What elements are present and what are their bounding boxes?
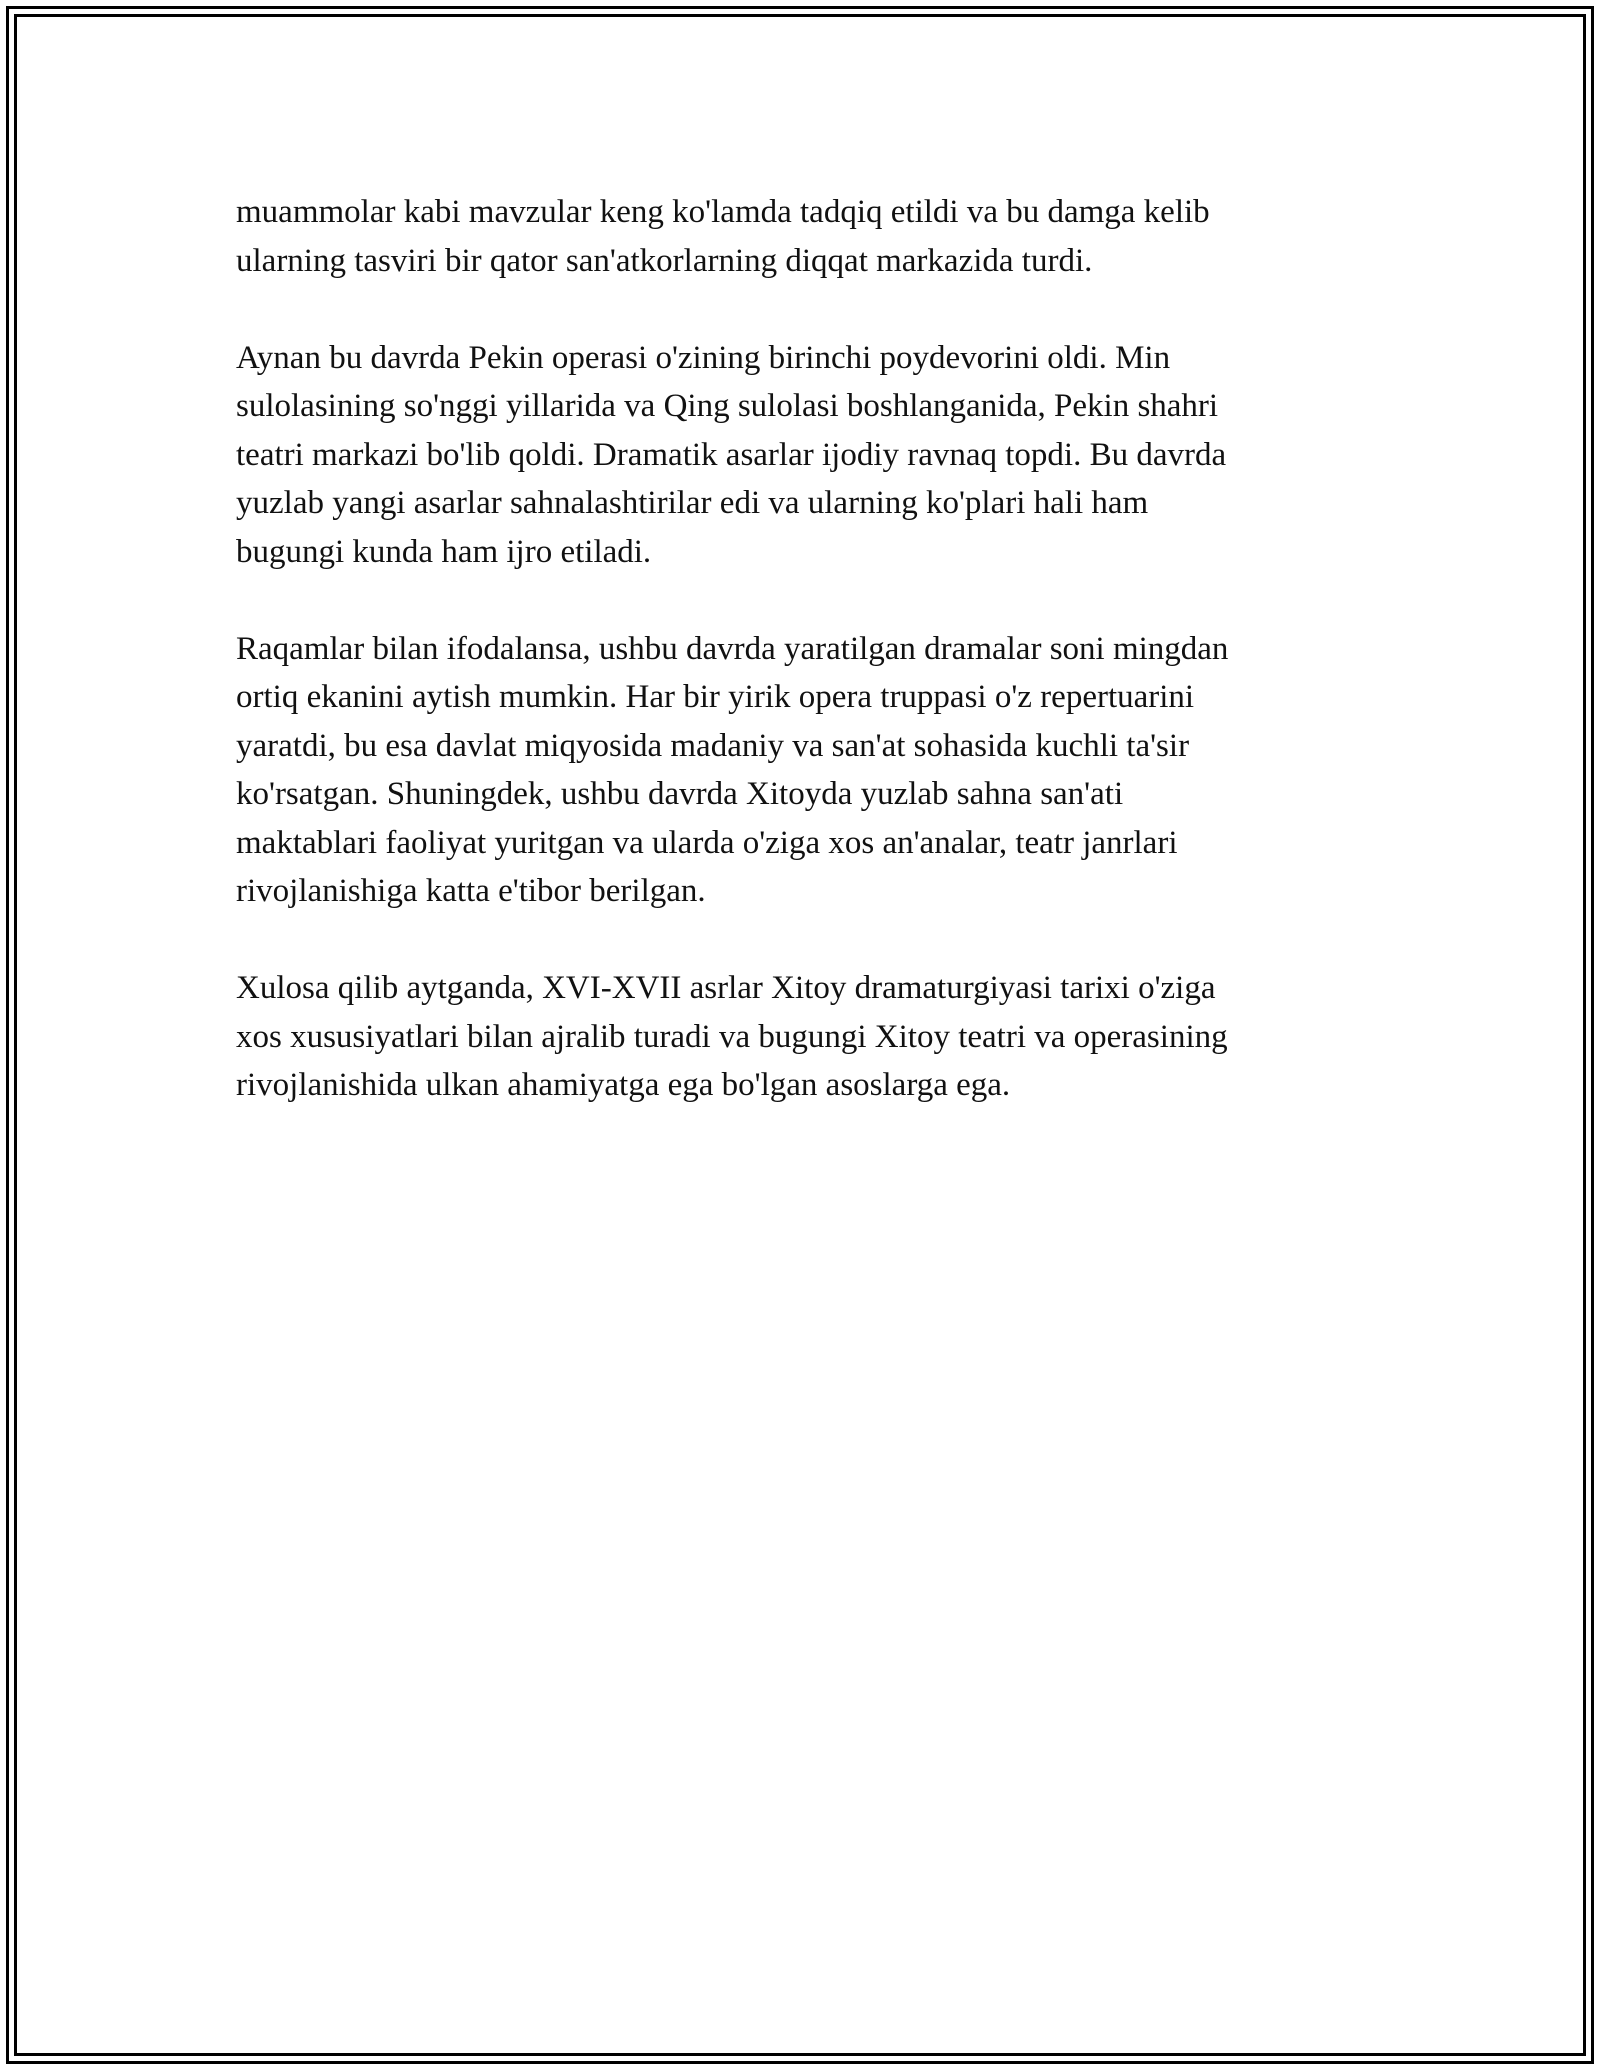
- text-line: xos xususiyatlari bilan ajralib turadi va bugungi Xitoy teatri va operasining: [236, 1018, 1228, 1055]
- text-line: bugungi kunda ham ijro etiladi.: [236, 533, 652, 570]
- text-line: ularning tasviri bir qator san'atkorlarning diqqat markazida turdi.: [236, 242, 1093, 279]
- text-line: Raqamlar bilan ifodalansa, ushbu davrda yaratilgan dramalar soni mingdan: [236, 630, 1229, 667]
- paragraph-1: [236, 188, 1366, 285]
- text-line: rivojlanishida ulkan ahamiyatga ega bo'lgan asoslarga ega.: [236, 1067, 1011, 1103]
- text-line: sulolasining so'nggi yillarida va Qing sulolasi boshlanganida, Pekin shahri: [236, 388, 1219, 424]
- text-line: muammolar kabi mavzular keng ko'lamda tadqiq etildi va bu damga kelib: [236, 194, 1210, 230]
- paragraph-3: [236, 625, 1366, 916]
- text-line: ko'rsatgan. Shuningdek, ushbu davrda Xitoyda yuzlab sahna san'ati: [236, 776, 1124, 812]
- text-line: yuzlab yangi asarlar sahnalashtirilar edi va ularning ko'plari hali ham: [236, 485, 1149, 521]
- text-line: rivojlanishiga katta e'tibor berilgan.: [236, 873, 706, 909]
- text-line: Aynan bu davrda Pekin operasi o'zining birinchi poydevorini oldi. Min: [236, 339, 1171, 376]
- text-line: ortiq ekanini aytish mumkin. Har bir yirik opera truppasi o'z repertuarini: [236, 679, 1195, 715]
- text-line: yaratdi, bu esa davlat miqyosida madaniy va san'at sohasida kuchli ta'sir: [236, 727, 1190, 764]
- text-line: teatri markazi bo'lib qoldi. Dramatik asarlar ijodiy ravnaq topdi. Bu davrda: [236, 436, 1227, 473]
- text-line: maktablari faoliyat yuritgan va ularda o'ziga xos an'analar, teatr janrlari: [236, 824, 1178, 861]
- document-body: [236, 188, 1366, 1158]
- paragraph-2: [236, 334, 1366, 577]
- text-line: Xulosa qilib aytganda, XVI-XVII asrlar Xitoy dramaturgiyasi tarixi o'ziga: [236, 970, 1216, 1006]
- paragraph-4: [236, 964, 1366, 1110]
